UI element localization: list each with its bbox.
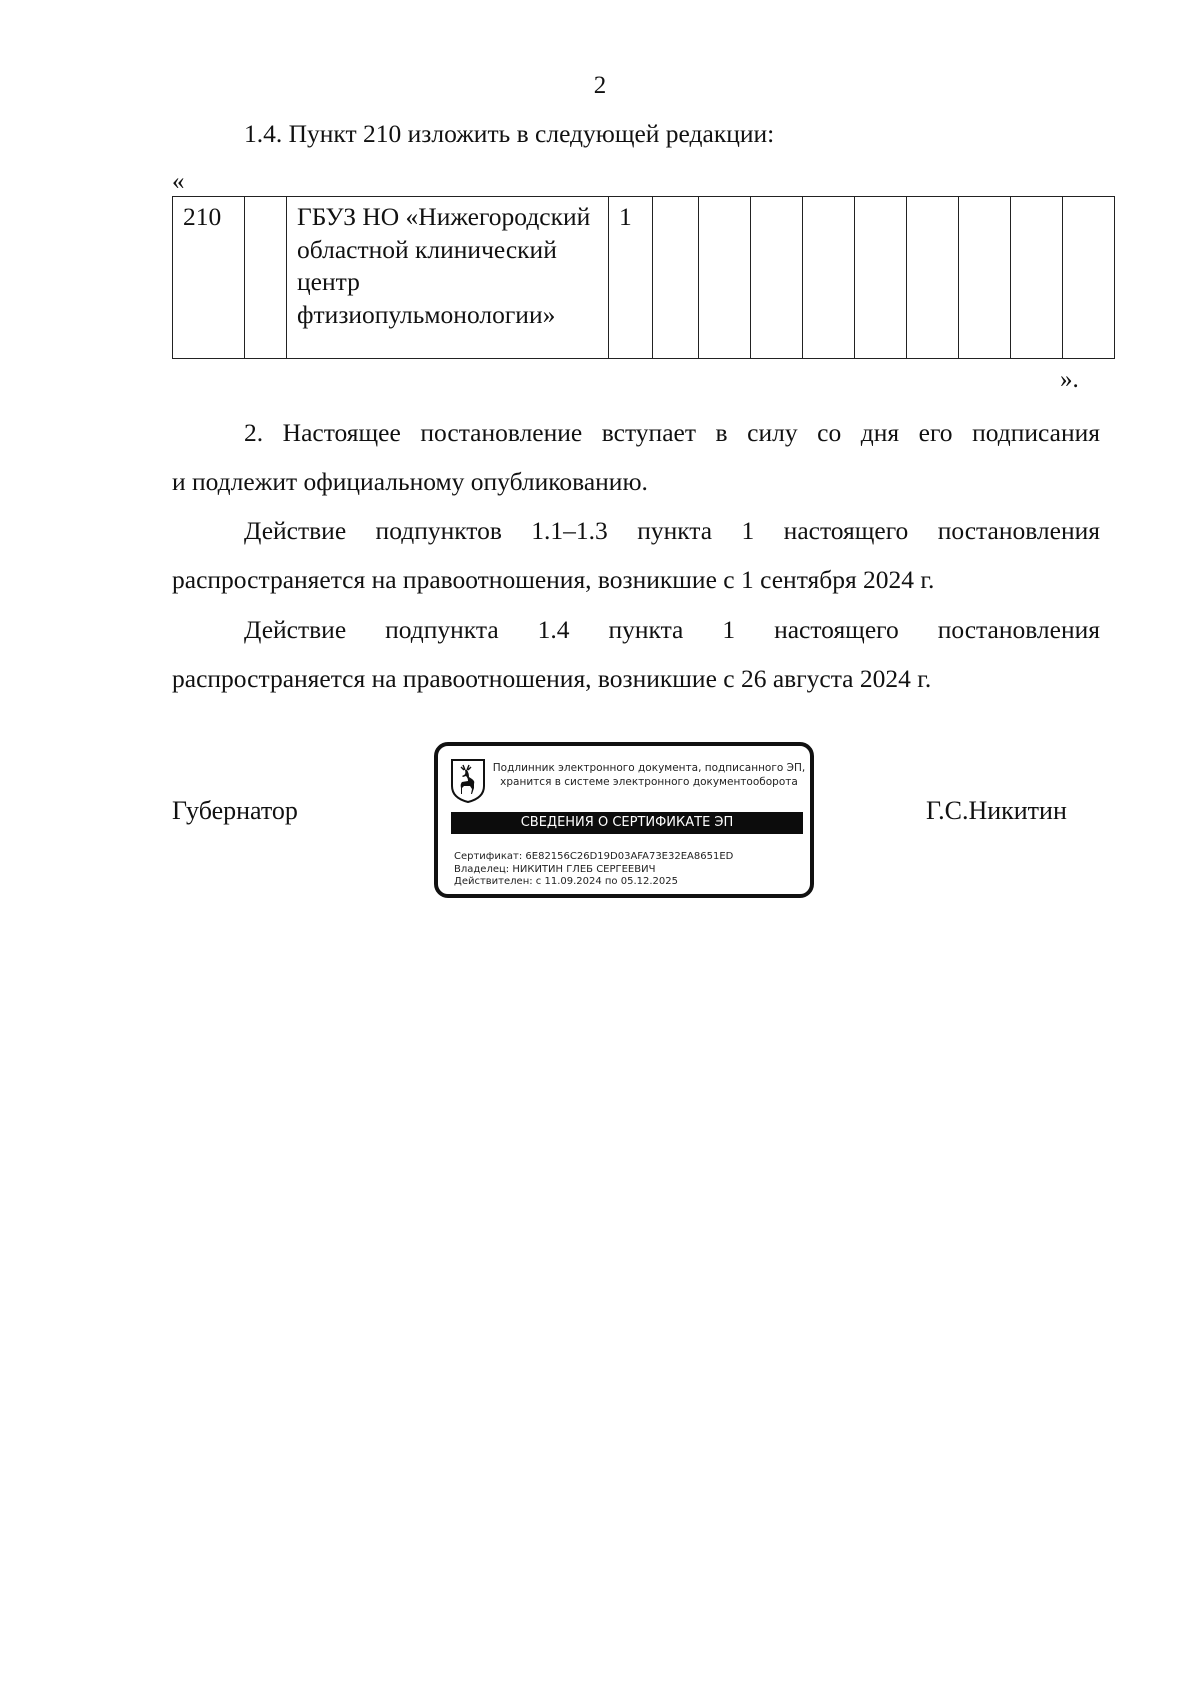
empty-cell (959, 197, 1011, 359)
empty-cell (245, 197, 287, 359)
empty-cell (907, 197, 959, 359)
empty-cell (751, 197, 803, 359)
stamp-details (454, 851, 733, 889)
stamp-header: СВЕДЕНИЯ О СЕРТИФИКАТЕ ЭП (451, 812, 803, 834)
stamp-note-line2: хранится в системе электронного документооборота (500, 776, 798, 788)
empty-cell (699, 197, 751, 359)
paragraph-effective-line2: и подлежит официальному опубликованию. (172, 467, 648, 496)
empty-cell (1063, 197, 1115, 359)
page-number: 2 (593, 72, 607, 99)
quantity-cell: 1 (609, 197, 653, 359)
paragraph-subitem14-line2: распространяется на правоотношения, возникшие с 26 августа 2024 г. (172, 664, 932, 693)
paragraph-effective-line1: 2. Настоящее постановление вступает в силу со дня его подписания (244, 418, 1100, 447)
amendment-intro: 1.4. Пункт 210 изложить в следующей редакции: (244, 119, 775, 148)
stamp-owner: Владелец: НИКИТИН ГЛЕБ СЕРГЕЕВИЧ (454, 863, 656, 875)
empty-cell (653, 197, 699, 359)
amendment-table (172, 196, 1115, 359)
empty-cell (855, 197, 907, 359)
stamp-note (490, 761, 808, 789)
table-row (173, 197, 1115, 359)
paragraph-subitems-line1: Действие подпунктов 1.1–1.3 пункта 1 настоящего постановления (244, 516, 1100, 545)
empty-cell (1011, 197, 1063, 359)
quote-open: « (172, 168, 185, 195)
signatory-position: Губернатор (172, 796, 298, 825)
paragraph-subitem14-line1: Действие подпункта 1.4 пункта 1 настоящего постановления (244, 615, 1100, 644)
signatory-name: Г.С.Никитин (926, 796, 1067, 825)
stamp-certificate: Сертификат: 6E82156C26D19D03AFA73E32EA8651ED (454, 851, 734, 862)
electronic-signature-stamp (434, 742, 814, 898)
nizhny-novgorod-deer-emblem-icon (450, 758, 486, 804)
stamp-validity: Действителен: с 11.09.2024 по 05.12.2025 (454, 876, 678, 887)
paragraph-subitems-line2: распространяется на правоотношения, возникшие с 1 сентября 2024 г. (172, 565, 935, 594)
empty-cell (803, 197, 855, 359)
quote-close: ». (1060, 366, 1079, 393)
row-number-cell: 210 (173, 197, 245, 359)
organization-cell: ГБУЗ НО «Нижегородский областной клинический центр фтизиопульмонологии» (287, 197, 609, 359)
stamp-note-line1: Подлинник электронного документа, подписанного ЭП, (492, 762, 806, 774)
